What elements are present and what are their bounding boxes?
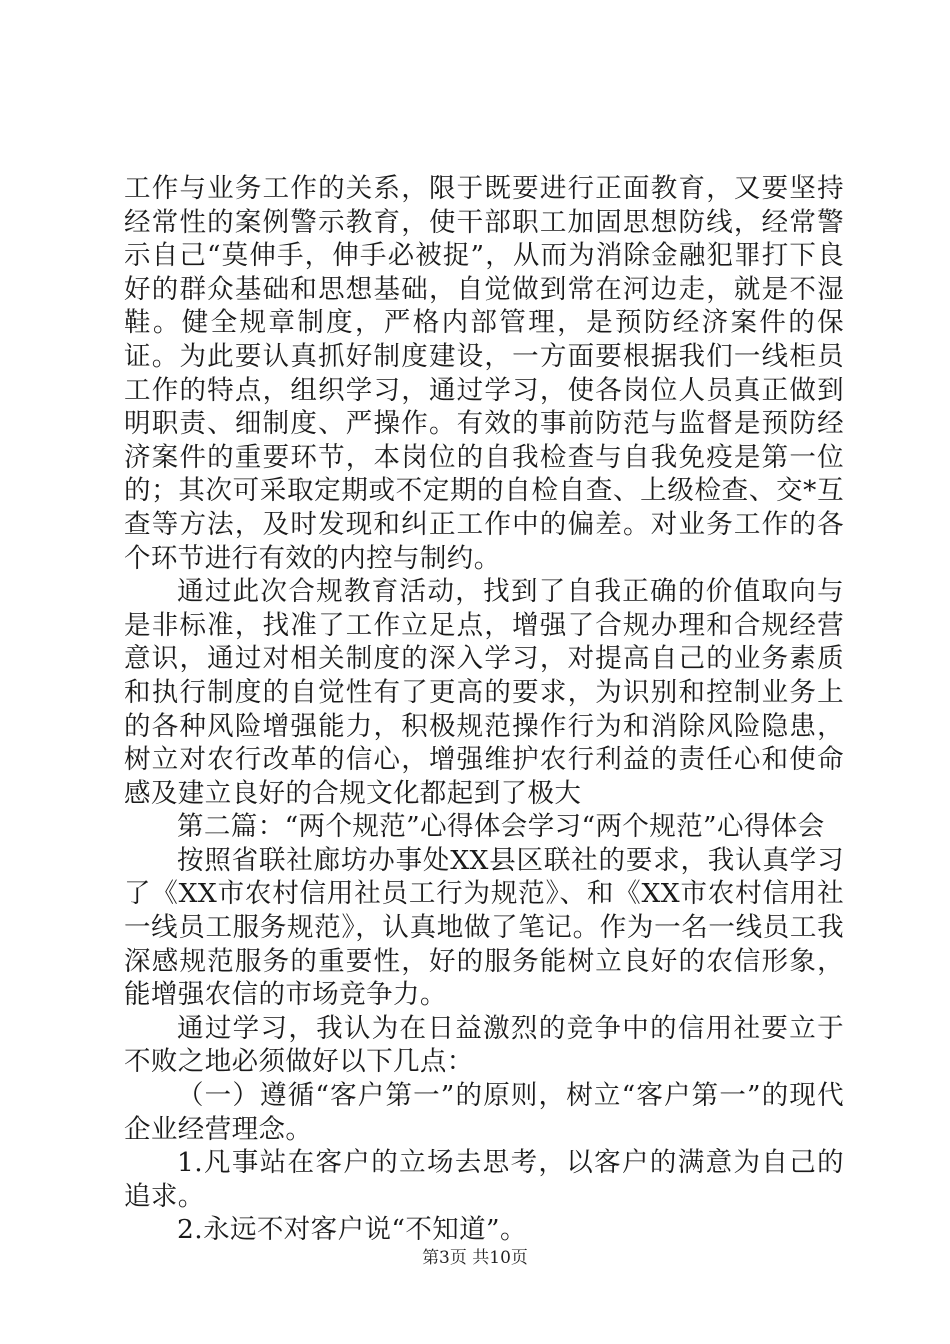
list-item-1: 1.凡事站在客户的立场去思考，以客户的满意为自己的追求。: [124, 1147, 844, 1212]
section-heading: 第二篇：“两个规范”心得体会学习“两个规范”心得体会: [177, 811, 825, 843]
page-number-footer: 第3页 共10页: [422, 1248, 528, 1268]
paragraph-3: 按照省联社廊坊办事处XX县区联社的要求，我认真学习了《XX市农村信用社员工行为规范》、和《XX市农村信用社一线员工服务规范》，认真地做了笔记。作为一名一线员工我深感规范服务的重要性，好的服务能树立良好的农信形象，能增强农信的市场竞争力。: [124, 844, 844, 1011]
paragraph-4: 通过学习，我认为在日益激烈的竞争中的信用社要立于不败之地必须做好以下几点：: [124, 1012, 844, 1078]
list-heading-1: （一）遵循“客户第一”的原则，树立“客户第一”的现代企业经营理念。: [124, 1080, 844, 1145]
paragraph-2: 通过此次合规教育活动，找到了自我正确的价值取向与是非标准，找准了工作立足点，增强了合规办理和合规经营意识，通过对相关制度的深入学习，对提高自己的业务素质和执行制度的自觉性有了更高的要求，为识别和控制业务上的各种风险增强能力，积极规范操作行为和消除风险隐患，树立对农行改革的信心，增强维护农行利益的责任心和使命感及建立良好的合规文化都起到了极大: [124, 576, 844, 809]
paragraph-1: 工作与业务工作的关系，限于既要进行正面教育，又要坚持经常性的案例警示教育，使干部职工加固思想防线，经常警示自己“莫伸手，伸手必被捉”，从而为消除金融犯罪打下良好的群众基础和思想基础，自觉做到常在河边走，就是不湿鞋。健全规章制度，严格内部管理，是预防经济案件的保证。为此要认真抓好制度建设，一方面要根据我们一线柜员工作的特点，组织学习，通过学习，使各岗位人员真正做到明职责、细制度、严操作。有效的事前防范与监督是预防经济案件的重要环节，本岗位的自我检查与自我免疫是第一位的；其次可采取定期或不定期的自检自查、上级检查、交*互查等方法，及时发现和纠正工作中的偏差。对业务工作的各个环节进行有效的内控与制约。: [124, 173, 844, 574]
list-item-2: 2.永远不对客户说“不知道”。: [177, 1214, 527, 1246]
document-body: [124, 172, 844, 1247]
